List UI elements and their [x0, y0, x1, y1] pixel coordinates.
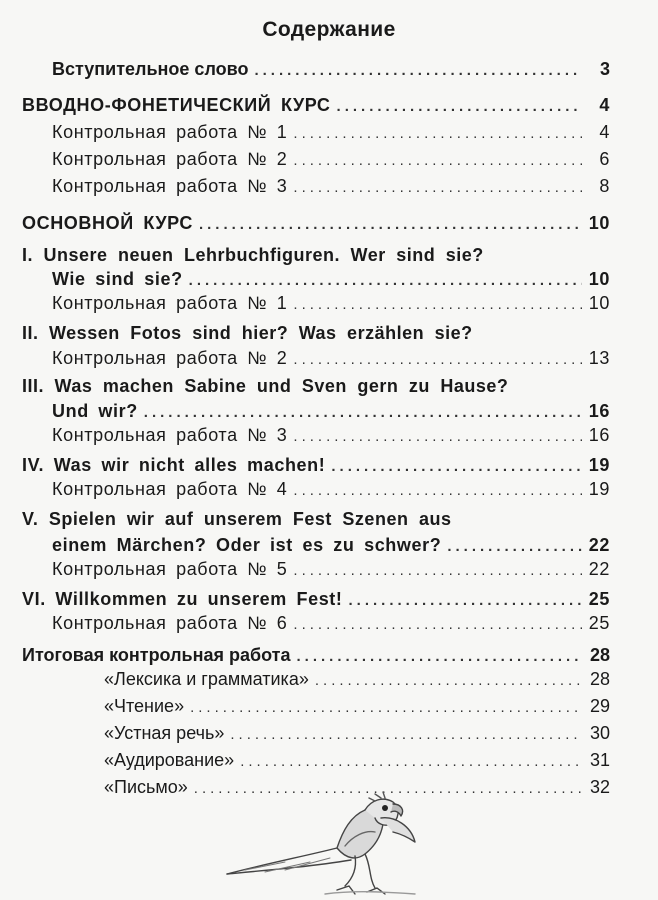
leader-dots: [315, 669, 582, 693]
toc-entry-test[interactable]: [52, 147, 610, 173]
leader-dots: [293, 149, 582, 173]
toc-label: Und wir?: [52, 401, 138, 421]
toc-entry-final-part[interactable]: [104, 721, 610, 747]
toc-page: 22: [588, 559, 610, 579]
toc-entry-final-part[interactable]: [104, 748, 610, 774]
toc-page: 32: [589, 777, 610, 797]
toc-entry-test[interactable]: [52, 423, 610, 449]
toc-page: 6: [599, 149, 610, 169]
chapter-1-title-line1[interactable]: I. Unsere neuen Lehrbuchfiguren. Wer sind sie?: [22, 245, 484, 265]
toc-label: Контрольная работа № 3: [52, 425, 288, 445]
toc-section-final[interactable]: [22, 643, 610, 669]
leader-dots: [293, 425, 582, 449]
leader-dots: [337, 95, 582, 119]
leader-dots: [293, 613, 582, 637]
leader-dots: [240, 750, 582, 774]
leader-dots: [293, 479, 582, 503]
toc-entry-chapter-3[interactable]: [52, 399, 610, 425]
toc-entry-test[interactable]: [52, 557, 610, 583]
toc-page: 10: [588, 269, 610, 289]
toc-page: 30: [589, 723, 610, 743]
toc-page: 3: [599, 59, 610, 79]
toc-entry-final-part[interactable]: [104, 667, 610, 693]
leader-dots: [297, 645, 583, 669]
toc-entry-chapter-4[interactable]: [22, 453, 610, 479]
toc-label: einem Märchen? Oder ist es zu schwer?: [52, 535, 442, 555]
toc-page: 31: [589, 750, 610, 770]
toc-label: Контрольная работа № 4: [52, 479, 288, 499]
chapter-3-title-line1[interactable]: III. Was machen Sabine und Sven gern zu Hause?: [22, 376, 509, 396]
toc-label: Контрольная работа № 6: [52, 613, 288, 633]
toc-entry-test[interactable]: [52, 346, 610, 372]
toc-entry-test[interactable]: [52, 120, 610, 146]
toc-entry-test[interactable]: [52, 174, 610, 200]
toc-page: 25: [588, 613, 610, 633]
leader-dots: [447, 535, 582, 559]
toc-label: Контрольная работа № 1: [52, 122, 288, 142]
toc-entry-chapter-1[interactable]: [52, 267, 610, 293]
toc-entry-chapter-5[interactable]: [52, 533, 610, 559]
toc-label: «Лексика и грамматика»: [104, 669, 309, 689]
toc-label: Итоговая контрольная работа: [22, 645, 291, 665]
toc-page: 29: [589, 696, 610, 716]
leader-dots: [293, 293, 582, 317]
toc-label: Контрольная работа № 5: [52, 559, 288, 579]
toc-label: Контрольная работа № 2: [52, 348, 288, 368]
toc-label: Wie sind sie?: [52, 269, 183, 289]
toc-section-main[interactable]: [22, 211, 610, 237]
toc-entry-final-part[interactable]: [104, 694, 610, 720]
leader-dots: [331, 455, 582, 479]
toc-entry-test[interactable]: [52, 291, 610, 317]
toc-label: «Устная речь»: [104, 723, 225, 743]
toc-label: Контрольная работа № 3: [52, 176, 288, 196]
toc-label: IV. Was wir nicht alles machen!: [22, 455, 326, 475]
toc-label: «Аудирование»: [104, 750, 235, 770]
toc-label: Контрольная работа № 1: [52, 293, 288, 313]
toc-page: 28: [589, 645, 610, 665]
toc-label: «Письмо»: [104, 777, 188, 797]
toc-page: 22: [588, 535, 610, 555]
toc-page: 19: [588, 479, 610, 499]
toc-entry-test[interactable]: [52, 611, 610, 637]
toc-page: 10: [588, 213, 610, 233]
toc-entry-intro[interactable]: [52, 57, 610, 83]
leader-dots: [293, 176, 582, 200]
leader-dots: [293, 559, 582, 583]
toc-label: Контрольная работа № 2: [52, 149, 288, 169]
toc-page: 16: [588, 401, 610, 421]
leader-dots: [144, 401, 582, 425]
leader-dots: [349, 589, 583, 613]
toc-label: Вступительное слово: [52, 59, 249, 79]
leader-dots: [190, 696, 582, 720]
toc-page: 19: [588, 455, 610, 475]
parrot-illustration: [225, 790, 425, 898]
toc-entry-test[interactable]: [52, 477, 610, 503]
toc-page: 25: [588, 589, 610, 609]
leader-dots: [293, 122, 582, 146]
leader-dots: [189, 269, 582, 293]
toc-label: «Чтение»: [104, 696, 185, 716]
toc-label: ОСНОВНОЙ КУРС: [22, 213, 193, 233]
leader-dots: [199, 213, 582, 237]
toc-page: 4: [599, 122, 610, 142]
toc-page: 13: [588, 348, 610, 368]
toc-section-phonetic[interactable]: [22, 93, 610, 119]
toc-label: VI. Willkommen zu unserem Fest!: [22, 589, 343, 609]
page-title: Содержание: [262, 18, 396, 41]
toc-page: 4: [599, 95, 610, 115]
chapter-5-title-line1[interactable]: V. Spielen wir auf unserem Fest Szenen aus: [22, 509, 452, 529]
toc-page: 16: [588, 425, 610, 445]
chapter-2-title[interactable]: II. Wessen Fotos sind hier? Was erzählen sie?: [22, 323, 473, 343]
toc-label: ВВОДНО-ФОНЕТИЧЕСКИЙ КУРС: [22, 95, 331, 115]
leader-dots: [254, 59, 582, 83]
toc-entry-chapter-6[interactable]: [22, 587, 610, 613]
toc-page: 8: [599, 176, 610, 196]
toc-page: 28: [589, 669, 610, 689]
leader-dots: [230, 723, 582, 747]
toc-page: 10: [588, 293, 610, 313]
leader-dots: [293, 348, 582, 372]
